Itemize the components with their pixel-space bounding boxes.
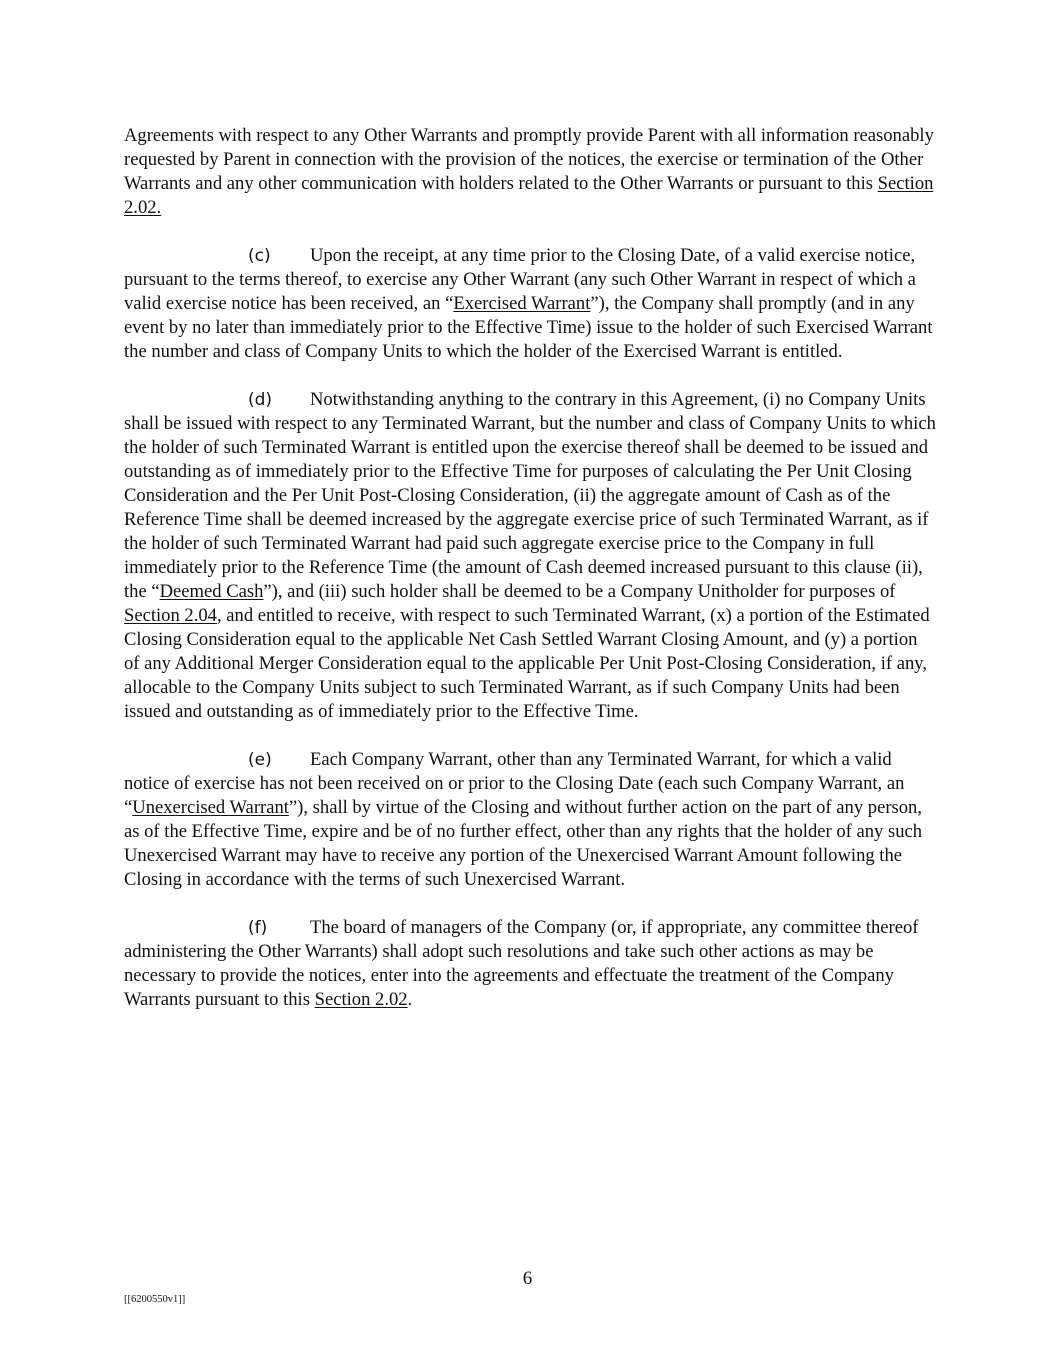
document-body — [124, 124, 936, 1036]
paragraph-continuation — [124, 124, 936, 220]
clause-label-e: (e) — [248, 750, 272, 770]
paragraph-text: Each Company Warrant, other than any Terminated Warrant, for which a valid notice of exercise has not been received on or prior to the Closing Date (each such Company Warrant, an “ — [124, 749, 905, 818]
clause-label-f: (f) — [248, 918, 268, 938]
paragraph-c — [124, 244, 936, 364]
paragraph-f — [124, 916, 936, 1012]
page-number: 6 — [522, 1268, 533, 1289]
defined-term: Unexercised Warrant — [132, 797, 289, 818]
document-id: [[6200550v1]] — [124, 1294, 186, 1305]
section-reference: Section 2.04 — [124, 605, 217, 626]
section-reference: Section 2.02 — [314, 989, 408, 1010]
clause-label-d: (d) — [248, 390, 273, 410]
paragraph-text: , and entitled to receive, with respect to such Terminated Warrant, (x) a portion of the Estimated Closing Consideration equal to the applicable Net Cash Settled Warrant Closing Amount, and (y) a portion of any Additional Merger Consideration equal to the applicable Per Unit Post-Closing Consideration, if any, allocable to the Company Units subject to such Terminated Warrant, as if such Company Units had been issued and outstanding as of immediately prior to the Effective Time. — [124, 605, 930, 722]
defined-term: Deemed Cash — [159, 581, 264, 602]
paragraph-text: Upon the receipt, at any time prior to the Closing Date, of a valid exercise notice, pursuant to the terms thereof, to exercise any Other Warrant (any such Other Warrant in respect of which a valid exercise notice has been received, an “ — [124, 245, 916, 314]
clause-label-c: (c) — [248, 246, 271, 266]
paragraph-text: Agreements with respect to any Other Warrants and promptly provide Parent with all information reasonably requested by Parent in connection with the provision of the notices, the exercise or termination of the Other Warrants and any other communication with holders related to the Other Warrants or pursuant to this — [124, 125, 934, 194]
paragraph-d — [124, 388, 936, 724]
paragraph-e — [124, 748, 936, 892]
paragraph-text: The board of managers of the Company (or, if appropriate, any committee thereof administering the Other Warrants) shall adopt such resolutions and take such other actions as may be necessary to provide the notices, enter into the agreements and effectuate the treatment of the Company Warrants pursuant to this — [124, 917, 919, 1010]
paragraph-text: ”), shall by virtue of the Closing and without further action on the part of any person, as of the Effective Time, expire and be of no further effect, other than any rights that the holder of any such Unexercised Warrant may have to receive any portion of the Unexercised Warrant Amount following the Closing in accordance with the terms of such Unexercised Warrant. — [124, 797, 923, 890]
paragraph-text: Notwithstanding anything to the contrary in this Agreement, (i) no Company Units shall be issued with respect to any Terminated Warrant, but the number and class of Company Units to which the holder of such Terminated Warrant is entitled upon the exercise thereof shall be deemed to be issued and outstanding as of immediately prior to the Effective Time for purposes of calculating the Per Unit Closing Consideration and the Per Unit Post-Closing Consideration, (ii) the aggregate amount of Cash as of the Reference Time shall be deemed increased by the aggregate exercise price of such Terminated Warrant, as if the holder of such Terminated Warrant had paid such aggregate exercise price to the Company in full immediately prior to the Reference Time (the amount of Cash deemed increased pursuant to this clause (ii), the “ — [124, 389, 936, 602]
paragraph-text: ”), the Company shall promptly (and in any event by no later than immediately prior to the Effective Time) issue to the holder of such Exercised Warrant the number and class of Company Units to which the holder of the Exercised Warrant is entitled. — [124, 293, 933, 362]
paragraph-text: ”), and (iii) such holder shall be deemed to be a Company Unitholder for purposes of — [263, 581, 896, 602]
defined-term: Exercised Warrant — [453, 293, 591, 314]
paragraph-text: . — [407, 989, 413, 1010]
section-reference: Section 2.02. — [124, 173, 934, 218]
